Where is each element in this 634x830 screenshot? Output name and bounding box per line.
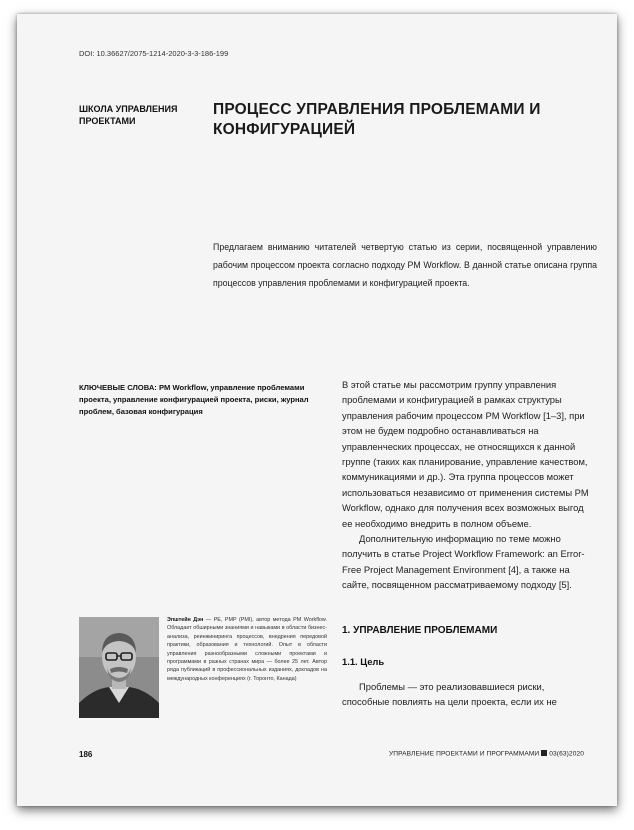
footer-journal (389, 750, 584, 758)
abstract: Предлагаем вниманию читателей четвертую статью из серии, посвященной управлению рабочим процессом проекта согласно подходу PM Workflow. В данной статье описана группа процессов управления проблемами и конфигурацией проекта. (213, 242, 597, 288)
section-label: ШКОЛА УПРАВЛЕНИЯ ПРОЕКТАМИ (79, 104, 178, 126)
body-paragraph: Проблемы — это реализовавшиеся риски, способные повлиять на цели проекта, если их не (342, 681, 557, 708)
section-heading: 1. УПРАВЛЕНИЕ ПРОБЛЕМАМИ (342, 625, 498, 636)
journal-name: УПРАВЛЕНИЕ ПРОЕКТАМИ И ПРОГРАММАМИ (388, 750, 540, 758)
intro-paragraph-1: В этой статье мы рассмотрим группу управления проблемами и конфигурацией в рамках структуры управления рабочим процессом PM Workflow [1–3], при этом не будем подробно останавливаться на управленческих процессах, не относящихся к данной группе (таких как планирование, управление качеством, коммуникациями и др.). Эта группа процессов может использоваться независимо от применения системы PM Workflow, однако для получения всех возможных выгод ее необходимо внедрить в полном объеме. (342, 379, 589, 529)
author-name: Эпштейн Дэн (167, 617, 204, 623)
author-bio-text: — PE, PMP (PMI), автор метода PM Workflow. Обладает обширными знаниями и навыками в области бизнес-анализа, реинжиниринга процессов, внедрения передовой практики, образования и технологий. Опыт в области управления разнообразными сложными проектами и программами в разных странах мира — более 25 лет. Автор ряда публикаций в профессиональных изданиях, докладов на международных конференциях (г. Торонто, Канада) (167, 617, 327, 682)
intro-paragraph-2: Дополнительную информацию по теме можно получить в статье Project Workflow Framework: an Error-Free Project Management Environment [4], а также на сайте, посвященном рассматриваемому подходу [5]. (342, 533, 585, 591)
author-portrait-image (79, 617, 159, 718)
article-page (17, 14, 617, 806)
doi: DOI: 10.36627/2075-1214-2020-3-3-186-199 (79, 49, 229, 58)
intro-text (342, 377, 594, 593)
square-separator-icon (541, 750, 547, 756)
subsection-heading: 1.1. Цель (342, 656, 385, 667)
article-title: ПРОЦЕСС УПРАВЛЕНИЯ ПРОБЛЕМАМИ И КОНФИГУРАЦИЕЙ (213, 101, 541, 138)
author-photo (79, 617, 159, 718)
issue-number: 03(63)2020 (549, 750, 584, 758)
keywords: КЛЮЧЕВЫЕ СЛОВА: PM Workflow, управление проблемами проекта, управление конфигурацией проекта, риски, журнал проблем, базовая конфигурация (79, 383, 309, 416)
page-number: 186 (79, 750, 93, 759)
author-bio (167, 616, 327, 683)
body-text (342, 679, 594, 710)
